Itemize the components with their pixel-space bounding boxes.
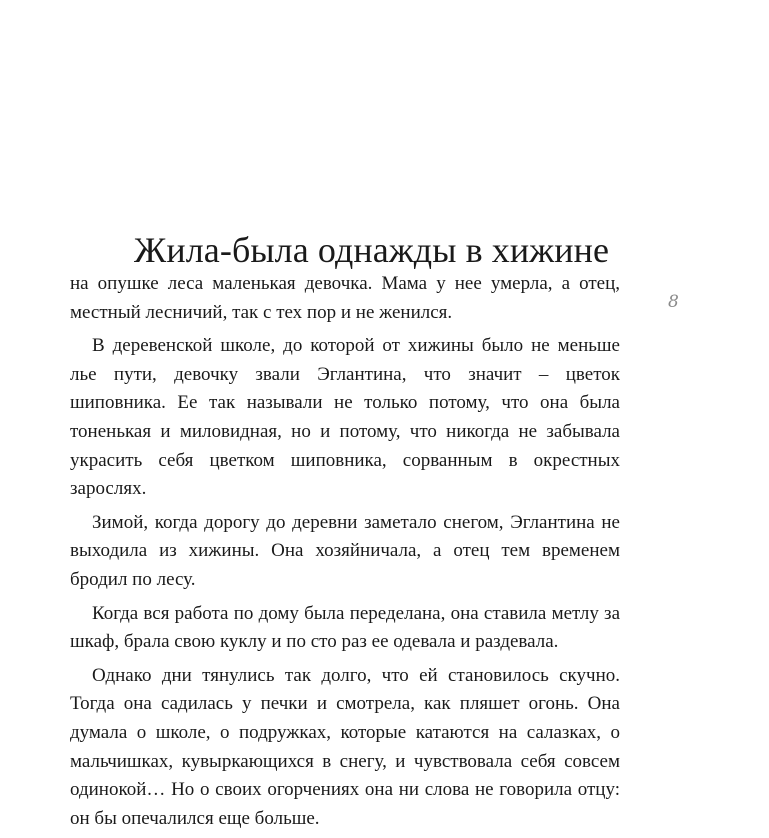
paragraph-4: Когда вся работа по дому была переделана, она ставила метлу за шкаф, брала свою куклу и по сто раз ее одевала и раздевала. bbox=[70, 602, 620, 653]
page-number: 8 bbox=[668, 292, 679, 312]
paragraph-5: Однако дни тянулись так долго, что ей становилось скучно. Тогда она садилась у печки и смотрела, как пляшет огонь. Она думала о школе, о подружках, которые катаются на салазках, о мальчишках, кувыркающихся в снегу, и чувствовала себя совсем одинокой… Но о своих огорчениях она ни слова не говорила отцу: он бы опечалился еще больше. bbox=[70, 664, 620, 829]
paragraph-1: на опушке леса маленькая девочка. Мама у нее умерла, а отец, местный лесничий, так с тех пор и не женился. bbox=[70, 273, 620, 323]
paragraph-3: Зимой, когда дорогу до деревни заметало снегом, Эглантина не выходила из хижины. Она хозяйничала, а отец тем временем бродил по лесу. bbox=[70, 511, 620, 590]
chapter-opening-heading: Жила-была однажды в хижине bbox=[134, 230, 610, 270]
story-text bbox=[70, 270, 620, 838]
paragraph-2: В деревенской школе, до которой от хижины было не меньше лье пути, девочку звали Эглантина, что значит – цветок шиповника. Ее так называли не только потому, что она была тоненькая и миловидная, но и потому, что никогда не забывала украсить себя цветком шиповника, сорванным в окрестных зарослях. bbox=[70, 335, 620, 500]
